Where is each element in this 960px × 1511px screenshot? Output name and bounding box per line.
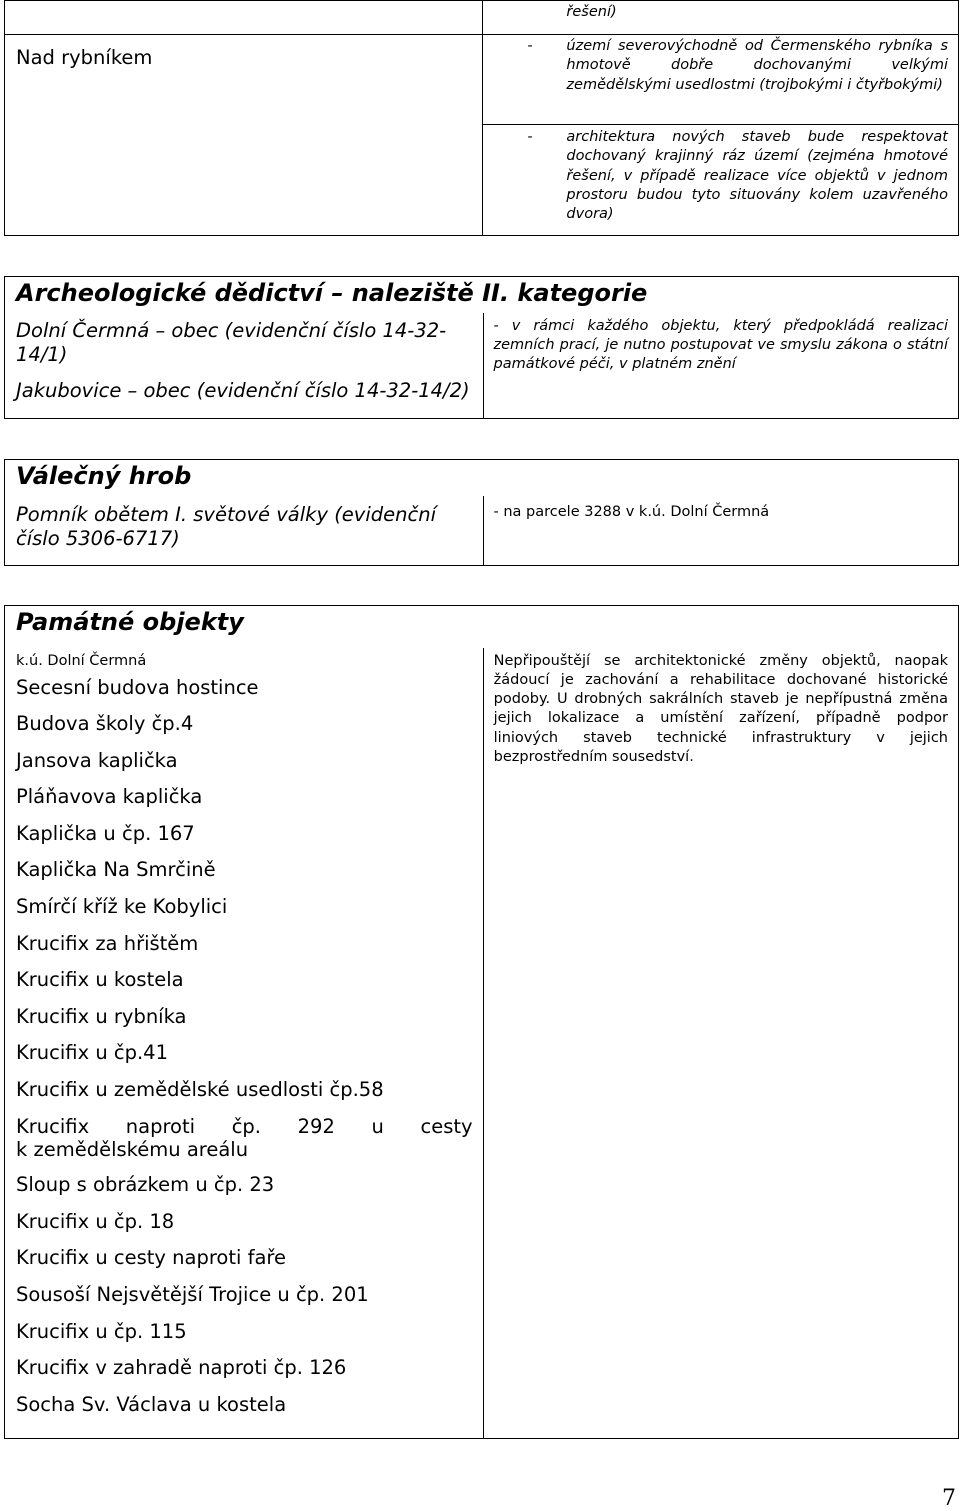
- continuation-text: řešení): [566, 4, 617, 20]
- monument-item: Socha Sv. Václava u kostela: [16, 1392, 287, 1416]
- archeology-heading: Archeologické dědictví – naleziště II. kategorie: [16, 279, 648, 307]
- monument-item: Krucifix za hřištěm: [16, 931, 199, 955]
- war-grave-heading-cell: [5, 460, 959, 496]
- war-grave-object: Pomník obětem I. světové války (evidenční číslo 5306-6717): [16, 502, 436, 550]
- archeology-rule: - v rámci každého objektu, který předpokládá realizaci zemních prací, je nutno postupovat ve smyslu zákona o státní památkové péči, v platném znění: [493, 317, 948, 372]
- monuments-table: [4, 605, 959, 1439]
- monument-item: Secesní budova hostince: [16, 675, 259, 699]
- empty-cell: [5, 1, 483, 35]
- regulation-item: - architektura nových staveb bude respektovat dochovaný krajinný ráz území (zejména hmotové řešení, v případě realizace více objektů v jednom prostoru budou tyto situovány kolem uzavřeného dvora): [527, 129, 948, 223]
- monument-item: Jansova kaplička: [16, 748, 178, 772]
- war-grave-table: [4, 459, 959, 566]
- monument-item: Krucifix u zemědělské usedlosti čp.58: [16, 1078, 384, 1102]
- monument-item: Krucifix u kostela: [16, 968, 184, 992]
- cadastral-area-label: k.ú. Dolní Čermná: [16, 652, 147, 669]
- item-cell-2: [483, 125, 959, 236]
- regulation-text: území severovýchodně od Čermenského rybníka s hmotově dobře dochovanými velkými zemědělskými usedlostmi (trojbokými i čtyřbokými): [566, 38, 948, 93]
- monuments-rule-cell: [483, 648, 958, 1439]
- war-grave-object-cell: [5, 496, 484, 566]
- archeology-heading-cell: [5, 277, 959, 313]
- war-grave-location: - na parcele 3288 v k.ú. Dolní Čermná: [493, 503, 770, 520]
- regulation-text: architektura nových staveb bude respektovat dochovaný krajinný ráz území (zejména hmotové řešení, v případě realizace více objektů v jednom prostoru budou tyto situovány kolem uzavřeného dvora): [566, 129, 948, 223]
- war-grave-heading: Válečný hrob: [16, 462, 192, 490]
- monument-item: Smírčí kříž ke Kobylici: [16, 895, 228, 919]
- cultural-values-table: [4, 0, 959, 236]
- archeology-site-2: Jakubovice – obec (evidenční číslo 14-32-14/2): [16, 378, 470, 402]
- war-grave-location-cell: [483, 496, 958, 566]
- continuation-cell: [483, 1, 959, 35]
- item-cell-1: [483, 35, 959, 125]
- monuments-list-cell: [5, 648, 484, 1439]
- archeology-table: [4, 276, 959, 419]
- area-label: Nad rybníkem: [16, 46, 153, 69]
- monument-item: Krucifix u rybníka: [16, 1004, 187, 1028]
- archeology-site-1: Dolní Čermná – obec (evidenční číslo 14-32- 14/1): [16, 318, 447, 366]
- monuments-rule: Nepřipouštějí se architektonické změny objektů, naopak žádoucí je zachování a rehabilitace dochované historické podoby. U drobných sakrálních staveb je nepřípustná změna jejich lokalizace a umístění zařízení, případně podpor liniových staveb technické infrastruktury v jejich bezprostředním sousedství.: [493, 652, 948, 765]
- monuments-heading-cell: [5, 606, 959, 648]
- monument-item: Krucifix u čp.41: [16, 1041, 168, 1065]
- monument-item: Krucifix v zahradě naproti čp. 126: [16, 1356, 347, 1380]
- monument-item: Kaplička Na Smrčině: [16, 858, 216, 882]
- monument-item: Krucifix u cesty naproti faře: [16, 1246, 287, 1270]
- page-number: 7: [942, 1486, 956, 1511]
- archeology-sites-cell: [5, 313, 484, 419]
- monument-item: Krucifix u čp. 115: [16, 1319, 187, 1343]
- monument-item: Pláňavova kaplička: [16, 785, 203, 809]
- archeology-rule-cell: [483, 313, 959, 419]
- area-label-cell: [5, 35, 483, 236]
- monument-item: Kaplička u čp. 167: [16, 821, 195, 845]
- monument-item: Sousoší Nejsvětější Trojice u čp. 201: [16, 1283, 369, 1306]
- monuments-heading: Památné objekty: [16, 608, 244, 636]
- monument-item: Budova školy čp.4: [16, 712, 194, 736]
- monument-item: Krucifix u čp. 18: [16, 1209, 175, 1233]
- monument-item: Krucifix naproti čp. 292 u cesty k zemědělskému areálu: [16, 1114, 473, 1161]
- regulation-item: - území severovýchodně od Čermenského rybníka s hmotově dobře dochovanými velkými zemědělskými usedlostmi (trojbokými i čtyřbokými): [527, 38, 948, 93]
- monument-item: Sloup s obrázkem u čp. 23: [16, 1173, 275, 1197]
- monuments-list: [5, 670, 483, 1417]
